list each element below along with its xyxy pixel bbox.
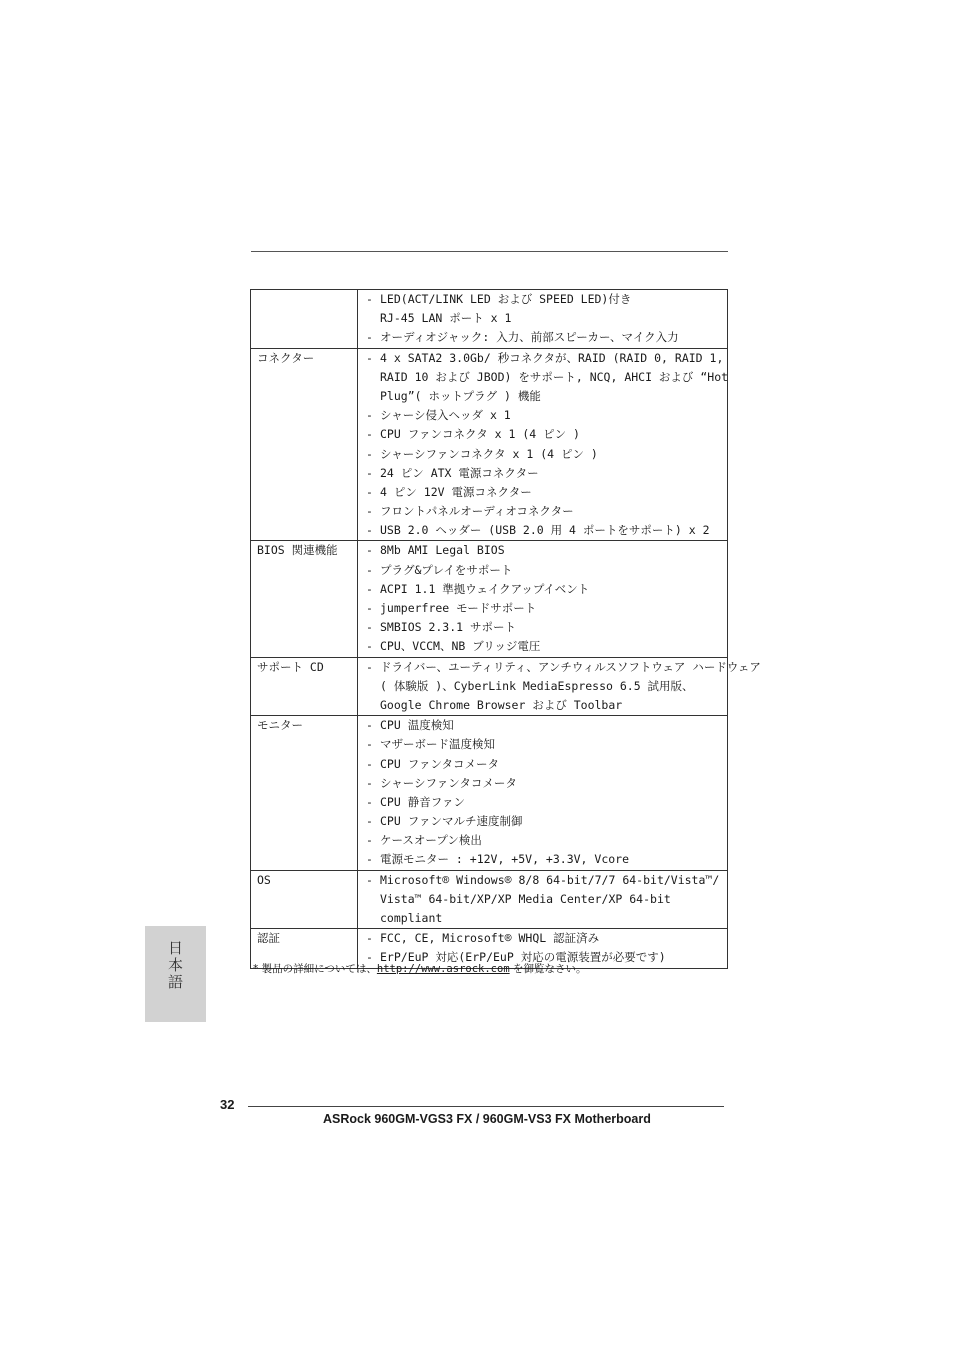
bullet-dash: -	[366, 814, 373, 829]
spec-line	[366, 850, 727, 869]
spec-value	[358, 657, 761, 716]
spec-line	[366, 618, 727, 637]
bullet-dash: -	[366, 543, 373, 558]
spec-label: 認証	[251, 929, 358, 968]
spec-row	[251, 657, 728, 716]
footnote-suffix: を御覧なさい。	[509, 963, 587, 975]
language-side-tab	[145, 926, 206, 1022]
bullet-dash: -	[366, 484, 373, 499]
spec-value	[358, 870, 728, 929]
spec-line	[366, 464, 727, 483]
spec-label: モニター	[251, 716, 358, 871]
spec-line-text: RAID 10 および JBOD) をサポート, NCQ, AHCI および “Hot	[380, 369, 729, 384]
bullet-dash: -	[366, 350, 373, 365]
spec-value	[358, 716, 728, 871]
spec-value	[358, 348, 728, 541]
spec-row	[251, 348, 728, 541]
spec-line-text: USB 2.0 ヘッダー (USB 2.0 用 4 ポートをサポート) x 2	[380, 523, 710, 538]
spec-line	[366, 812, 727, 831]
spec-line-text: CPU 静音ファン	[380, 794, 465, 809]
bullet-dash: -	[366, 737, 373, 752]
spec-line-text: ドライバー、ユーティリティ、アンチウィルスソフトウェア ハードウェア	[380, 659, 761, 674]
spec-line	[366, 637, 727, 656]
bullet-dash: -	[366, 504, 373, 519]
bullet-dash: -	[366, 852, 373, 867]
spec-line-text: Microsoft® Windows® 8/8 64-bit/7/7 64-bit/Vista™/	[380, 872, 720, 887]
bullet-dash: -	[366, 601, 373, 615]
spec-line-text: CPU 温度検知	[380, 718, 454, 733]
spec-row	[251, 716, 728, 871]
spec-line-text: 24 ピン ATX 電源コネクター	[380, 465, 539, 480]
footnote-prefix: * 製品の詳細については、	[253, 963, 377, 975]
bullet-dash: -	[366, 523, 373, 538]
bullet-dash: -	[366, 950, 373, 965]
spec-line-text: SMBIOS 2.3.1 サポート	[380, 620, 517, 635]
spec-line-text: compliant	[380, 911, 443, 925]
spec-line	[366, 716, 727, 735]
spec-line-text: ErP/EuP 対応(ErP/EuP 対応の電源装置が必要です)	[380, 950, 666, 965]
spec-line-text: Google Chrome Browser および Toolbar	[380, 697, 623, 712]
top-divider	[251, 251, 728, 252]
bullet-dash: -	[366, 872, 373, 887]
spec-value	[358, 541, 728, 657]
bullet-dash: -	[366, 639, 373, 654]
spec-line-text: jumperfree モードサポート	[380, 601, 537, 615]
bullet-dash: -	[366, 659, 373, 674]
spec-table	[250, 289, 761, 969]
spec-line	[366, 929, 727, 948]
bullet-dash: -	[366, 775, 373, 790]
spec-line	[366, 445, 727, 464]
language-label: 日本語	[166, 940, 184, 991]
spec-line	[366, 309, 727, 328]
spec-line-text: フロントパネルオーディオコネクター	[380, 504, 574, 519]
spec-line-text: 4 x SATA2 3.0Gb/ 秒コネクタが、RAID (RAID 0, RAID 1,	[380, 350, 724, 365]
spec-line-text: 8Mb AMI Legal BIOS	[380, 543, 505, 558]
spec-line-text: 4 ピン 12V 電源コネクター	[380, 484, 532, 499]
bullet-dash: -	[366, 330, 373, 345]
spec-line	[366, 580, 727, 599]
spec-label: コネクター	[251, 348, 358, 541]
spec-line-text: プラグ&プレイをサポート	[380, 562, 513, 577]
spec-line-text: シャーシファンタコメータ	[380, 775, 517, 790]
spec-table-body	[251, 290, 761, 969]
spec-line	[366, 387, 727, 406]
spec-line	[366, 677, 727, 696]
footnote	[253, 961, 587, 976]
spec-line-text: FCC, CE, Microsoft® WHQL 認証済み	[380, 931, 600, 946]
spec-label: OS	[251, 870, 358, 929]
spec-line-text: LED(ACT/LINK LED および SPEED LED)付き	[380, 292, 632, 306]
bullet-dash: -	[366, 833, 373, 848]
bullet-dash: -	[366, 581, 373, 596]
spec-line	[366, 349, 727, 368]
spec-line	[366, 561, 727, 580]
bullet-dash: -	[366, 756, 373, 771]
spec-line-text: ( 体験版 )、CyberLink MediaEspresso 6.5 試用版、	[380, 678, 694, 693]
spec-line	[366, 774, 727, 793]
bullet-dash: -	[366, 465, 373, 480]
spec-line	[366, 290, 727, 309]
bullet-dash: -	[366, 446, 373, 461]
bullet-dash: -	[366, 718, 373, 733]
spec-line	[366, 793, 727, 812]
spec-line-text: ケースオープン検出	[380, 833, 482, 848]
spec-line	[366, 368, 727, 387]
spec-line	[366, 406, 727, 425]
bullet-dash: -	[366, 794, 373, 809]
bullet-dash: -	[366, 620, 373, 635]
spec-line-text: 電源モニター : +12V, +5V, +3.3V, Vcore	[380, 852, 630, 867]
spec-line-text: オーディオジャック: 入力、前部スピーカー、マイク入力	[380, 330, 679, 345]
asrock-website-link[interactable]: http://www.asrock.com	[376, 963, 510, 975]
spec-label	[251, 290, 358, 349]
spec-line-text: Plug”( ホットプラグ ) 機能	[380, 388, 541, 403]
spec-line-text: マザーボード温度検知	[380, 737, 495, 752]
spec-line-text: Vista™ 64-bit/XP/XP Media Center/XP 64-bit	[380, 891, 671, 906]
spec-line	[366, 328, 727, 347]
spec-label: サポート CD	[251, 657, 358, 716]
footer-title: ASRock 960GM-VGS3 FX / 960GM-VS3 FX Motherboard	[323, 1112, 651, 1126]
spec-line	[366, 871, 727, 890]
spec-line	[366, 909, 727, 928]
spec-line	[366, 658, 761, 677]
spec-line	[366, 483, 727, 502]
spec-line-text: シャーシファンコネクタ x 1 (4 ピン )	[380, 446, 598, 461]
bullet-dash: -	[366, 292, 373, 306]
spec-line	[366, 755, 727, 774]
spec-label: BIOS 関連機能	[251, 541, 358, 657]
bullet-dash: -	[366, 408, 373, 423]
footer-divider	[248, 1106, 724, 1107]
spec-line-text: RJ-45 LAN ポート x 1	[380, 311, 512, 326]
spec-line	[366, 502, 727, 521]
page-number: 32	[220, 1097, 235, 1112]
spec-line	[366, 521, 727, 540]
spec-line-text: CPU、VCCM、NB ブリッジ電圧	[380, 639, 541, 654]
spec-value	[358, 290, 728, 349]
spec-row	[251, 290, 728, 349]
spec-line-text: シャーシ侵入ヘッダ x 1	[380, 408, 511, 423]
bullet-dash: -	[366, 931, 373, 946]
spec-line	[366, 890, 727, 909]
bullet-dash: -	[366, 562, 373, 577]
spec-line	[366, 735, 727, 754]
spec-line	[366, 425, 727, 444]
spec-line-text: CPU ファンマルチ速度制御	[380, 814, 523, 829]
spec-row	[251, 870, 728, 929]
bullet-dash: -	[366, 427, 373, 442]
spec-row	[251, 541, 728, 657]
spec-line	[366, 541, 727, 560]
spec-line-text: CPU ファンコネクタ x 1 (4 ピン )	[380, 427, 580, 442]
spec-line	[366, 696, 727, 715]
spec-line	[366, 599, 727, 618]
spec-line-text: ACPI 1.1 準拠ウェイクアップイベント	[380, 581, 590, 596]
spec-line	[366, 831, 727, 850]
spec-line-text: CPU ファンタコメータ	[380, 756, 500, 771]
